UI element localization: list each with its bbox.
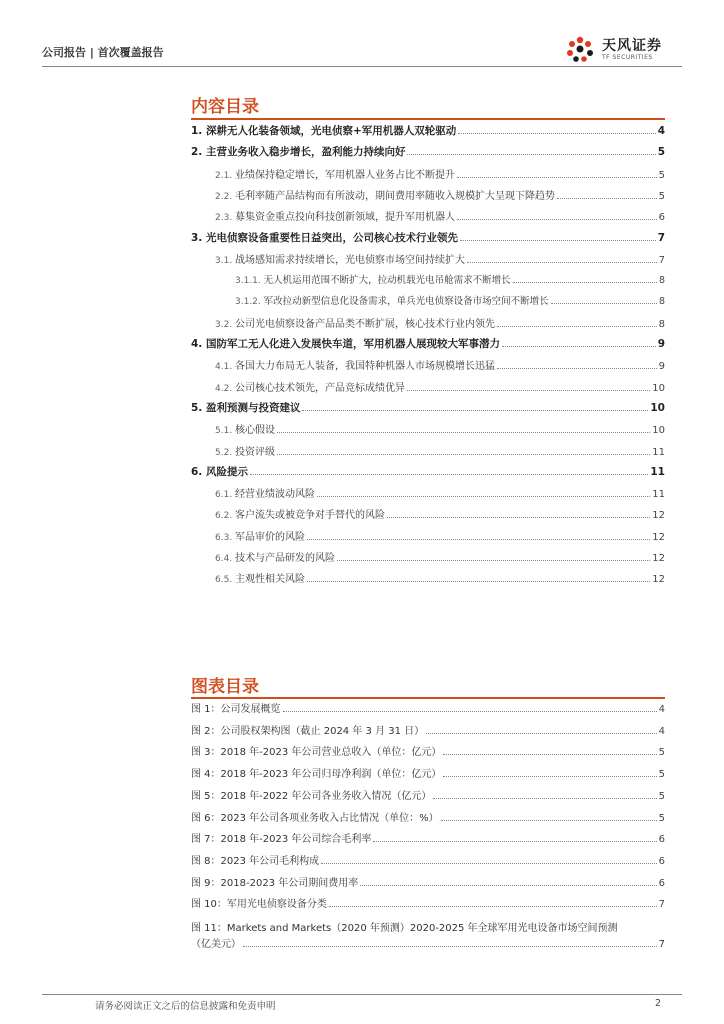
leader-dots xyxy=(497,368,657,369)
toc-entry-text: 主营业务收入稳步增长，盈利能力持续向好 xyxy=(205,146,406,159)
leader-dots xyxy=(307,539,650,540)
toc-entry-page: 6 xyxy=(658,212,665,224)
toc-entry[interactable] xyxy=(215,570,665,588)
figure-entry[interactable] xyxy=(191,809,665,827)
toc-entry-page: 9 xyxy=(658,361,665,373)
toc-entry[interactable] xyxy=(215,251,665,269)
figure-entry[interactable] xyxy=(191,765,665,783)
leader-dots xyxy=(460,240,656,241)
leader-dots xyxy=(387,517,650,518)
toc-entry-page: 7 xyxy=(658,254,665,266)
toc-entry[interactable] xyxy=(215,379,665,397)
toc-entry[interactable] xyxy=(215,187,665,205)
page-header xyxy=(42,34,682,64)
toc-entry-text: 毛利率随产品结构而有所波动，期间费用率随收入规模扩大呈现下降趋势 xyxy=(235,190,556,202)
figure-entry[interactable] xyxy=(191,722,665,740)
toc-entry[interactable] xyxy=(191,230,665,248)
toc-entry-text: 各国大力布局无人装备，我国特种机器人市场规模增长迅猛 xyxy=(235,361,496,373)
leader-dots xyxy=(557,198,657,199)
toc-entry-text: 国防军工无人化进入发展快车道，军用机器人展现较大军事潜力 xyxy=(205,338,500,350)
figure-entry-page: 5 xyxy=(658,790,665,802)
toc-entry-number: 1. xyxy=(191,125,206,137)
toc-entry-page: 11 xyxy=(652,446,665,458)
figure-entry-page: 5 xyxy=(658,812,665,824)
figures-title-rule xyxy=(191,697,665,699)
tf-logo-icon xyxy=(562,34,598,64)
figure-entry-text: 图 7：2018 年-2023 年公司综合毛利率 xyxy=(191,834,372,846)
toc-entry-text: 公司核心技术领先，产品竞标成绩优异 xyxy=(235,382,406,394)
figure-entry-multiline[interactable] xyxy=(191,919,665,953)
toc-entry-page: 12 xyxy=(652,531,665,543)
toc-entry[interactable] xyxy=(191,400,665,418)
toc-entry-page: 5 xyxy=(658,190,665,202)
leader-dots xyxy=(443,754,656,755)
toc-entry[interactable] xyxy=(215,421,665,439)
figure-entry-page: 5 xyxy=(658,747,665,759)
leader-dots xyxy=(433,798,656,799)
figure-entry-page: 6 xyxy=(658,855,665,867)
footer-disclaimer: 请务必阅读正文之后的信息披露和免责申明 xyxy=(95,1001,276,1012)
figure-entry-page: 7 xyxy=(658,939,665,950)
leader-dots xyxy=(321,863,656,864)
figure-entry[interactable] xyxy=(191,743,665,761)
toc-entry-number: 2. xyxy=(191,146,206,159)
toc-entry-number: 6.4. xyxy=(215,554,236,564)
toc-entry-page: 11 xyxy=(652,489,665,501)
toc-entry-number: 3.1.2. xyxy=(235,297,264,308)
toc-entry-text: 投资评级 xyxy=(235,446,276,458)
toc-entry-number: 4.2. xyxy=(215,383,236,394)
report-type-label: 公司报告 | 首次覆盖报告 xyxy=(42,46,164,59)
toc-entry-page: 10 xyxy=(652,425,665,437)
toc-entry[interactable] xyxy=(215,443,665,461)
toc-entry-page: 10 xyxy=(650,401,665,414)
toc-entry-page: 12 xyxy=(652,574,665,586)
figure-entry[interactable] xyxy=(191,787,665,805)
toc-entry-text: 经营业绩波动风险 xyxy=(235,489,316,501)
toc-entry[interactable] xyxy=(235,293,665,311)
toc-entry-page: 12 xyxy=(652,553,665,564)
toc-entry-number: 6. xyxy=(191,465,206,478)
toc-entry-text: 盈利预测与投资建议 xyxy=(205,401,301,414)
toc-entry-text: 募集资金重点投向科技创新领域，提升军用机器人 xyxy=(235,212,456,224)
toc-entry-text: 核心假设 xyxy=(235,425,276,437)
toc-entry-text: 光电侦察设备重要性日益突出，公司核心技术行业领先 xyxy=(205,231,458,244)
leader-dots xyxy=(277,432,650,433)
figure-entry-page: 7 xyxy=(658,899,665,911)
toc-entry-number: 6.5. xyxy=(215,575,236,586)
toc-entry[interactable] xyxy=(191,123,665,141)
leader-dots xyxy=(337,560,650,561)
toc-entry[interactable] xyxy=(215,485,665,503)
toc-entry-number: 3.1. xyxy=(215,255,236,266)
leader-dots xyxy=(407,154,655,155)
toc-entry-page: 7 xyxy=(657,231,665,244)
figure-entry-text: 图 6：2023 年公司各项业务收入占比情况（单位：%） xyxy=(191,812,439,824)
figure-entry-text: 图 11：Markets and Markets（2020 年预测）2020-2025 年全球军用光电设备市场空间预测 xyxy=(191,923,618,934)
toc-entry-text: 风险提示 xyxy=(205,465,248,478)
leader-dots xyxy=(307,581,650,582)
leader-dots xyxy=(441,820,657,821)
toc-entry[interactable] xyxy=(215,506,665,524)
page-number: 2 xyxy=(655,998,662,1009)
toc-entry-text: 公司光电侦察设备产品品类不断扩展，核心技术行业内领先 xyxy=(235,318,496,330)
figure-entry[interactable] xyxy=(191,852,665,870)
toc-entry-text: 深耕无人化装备领域，光电侦察+军用机器人双轮驱动 xyxy=(205,125,457,137)
leader-dots xyxy=(497,326,657,327)
toc-entry-page: 9 xyxy=(657,338,665,350)
toc-entry-text: 主观性相关风险 xyxy=(235,574,306,586)
toc-entry-number: 4.1. xyxy=(215,362,236,373)
figure-entry-text-cont: （亿美元） xyxy=(191,939,241,950)
leader-dots xyxy=(551,303,657,304)
toc-entry-text: 客户流失或被竞争对手替代的风险 xyxy=(235,510,386,522)
company-logo xyxy=(562,34,682,64)
leader-dots xyxy=(360,885,656,886)
leader-dots xyxy=(457,177,657,178)
header-divider xyxy=(42,66,682,67)
toc-entry-page: 8 xyxy=(658,318,665,330)
leader-dots xyxy=(250,474,648,475)
toc-entry-number: 4. xyxy=(191,338,206,350)
leader-dots xyxy=(443,776,656,777)
figure-entry-text: 图 2：公司股权架构图（截止 2024 年 3 月 31 日） xyxy=(191,725,425,737)
toc-entry-text: 无人机运用范围不断扩大，拉动机载光电吊舱需求不断增长 xyxy=(263,275,511,287)
leader-dots xyxy=(457,219,657,220)
figure-entry-page: 6 xyxy=(658,877,665,889)
toc-entry-number: 3.1.1. xyxy=(235,276,264,287)
leader-dots xyxy=(502,346,656,347)
leader-dots xyxy=(329,906,657,907)
toc-entry-page: 4 xyxy=(657,125,665,137)
figure-entry-text: 图 4：2018 年-2023 年公司归母净利润（单位：亿元） xyxy=(191,769,442,781)
figure-entry-page: 5 xyxy=(658,769,665,781)
toc-entry-text: 军品审价的风险 xyxy=(235,531,306,543)
figure-entry-text: 图 1：公司发展概览 xyxy=(191,704,281,715)
toc-entry-page: 11 xyxy=(650,465,665,478)
toc-entry-number: 6.3. xyxy=(215,532,236,543)
logo-name: 天风证券 xyxy=(602,38,662,54)
toc-title: 内容目录 xyxy=(191,97,259,117)
toc-entry[interactable] xyxy=(215,528,665,546)
toc-entry[interactable] xyxy=(235,272,665,290)
figure-entry-text: 图 3：2018 年-2023 年公司营业总收入（单位：亿元） xyxy=(191,747,442,759)
toc-entry-number: 3.2. xyxy=(215,319,236,330)
toc-entry[interactable] xyxy=(191,464,665,482)
toc-entry-number: 2.3. xyxy=(215,213,236,224)
figure-entry[interactable] xyxy=(191,874,665,892)
figure-entry[interactable] xyxy=(191,895,665,913)
figure-entry[interactable] xyxy=(191,700,665,718)
toc-entry[interactable] xyxy=(215,549,665,567)
leader-dots xyxy=(283,711,657,712)
leader-dots xyxy=(467,262,657,263)
toc-entry-page: 5 xyxy=(657,146,665,159)
toc-entry-text: 战场感知需求持续增长，光电侦察市场空间持续扩大 xyxy=(235,254,466,266)
toc-entry[interactable] xyxy=(191,144,665,162)
figure-entry-text: 图 9：2018-2023 年公司期间费用率 xyxy=(191,877,359,889)
toc-entry-page: 8 xyxy=(658,296,665,308)
toc-entry-number: 5. xyxy=(191,401,206,414)
figure-entry[interactable] xyxy=(191,830,665,848)
toc-entry-page: 12 xyxy=(652,510,665,522)
toc-entry-number: 2.2. xyxy=(215,191,236,202)
toc-entry-page: 8 xyxy=(658,275,665,287)
footer-divider xyxy=(42,994,682,995)
logo-subtitle: TF SECURITIES xyxy=(602,54,653,61)
toc-entry-text: 军改拉动新型信息化设备需求，单兵光电侦察设备市场空间不断增长 xyxy=(263,296,549,308)
figure-entry-text: 图 5：2018 年-2022 年公司各业务收入情况（亿元） xyxy=(191,790,432,802)
leader-dots xyxy=(317,496,650,497)
toc-entry[interactable] xyxy=(215,315,665,333)
figure-entry-page: 4 xyxy=(658,704,665,715)
leader-dots xyxy=(407,390,650,391)
toc-entry-number: 3. xyxy=(191,231,206,244)
toc-entry-number: 6.1. xyxy=(215,490,236,501)
toc-entry[interactable] xyxy=(215,357,665,375)
toc-entry[interactable] xyxy=(215,208,665,226)
toc-entry-page: 5 xyxy=(658,169,665,181)
toc-entry[interactable] xyxy=(191,336,665,354)
figures-title: 图表目录 xyxy=(191,677,259,697)
toc-entry-text: 业绩保持稳定增长，军用机器人业务占比不断提升 xyxy=(235,169,456,181)
figure-entry-text: 图 8：2023 年公司毛利构成 xyxy=(191,855,320,867)
toc-entry-number: 5.2. xyxy=(215,447,236,458)
leader-dots xyxy=(458,133,655,134)
toc-entry-number: 5.1. xyxy=(215,426,236,437)
toc-entry-number: 6.2. xyxy=(215,511,236,522)
leader-dots xyxy=(426,733,656,734)
toc-entry-page: 10 xyxy=(652,382,665,394)
leader-dots xyxy=(243,946,657,947)
toc-entry-number: 2.1. xyxy=(215,170,236,181)
figure-entry-page: 6 xyxy=(658,834,665,846)
leader-dots xyxy=(302,410,648,411)
leader-dots xyxy=(513,282,657,283)
toc-entry[interactable] xyxy=(215,166,665,184)
figure-entry-page: 4 xyxy=(658,725,665,737)
leader-dots xyxy=(277,454,650,455)
figure-entry-text: 图 10：军用光电侦察设备分类 xyxy=(191,899,327,911)
toc-entry-text: 技术与产品研发的风险 xyxy=(235,553,336,564)
toc-title-rule xyxy=(191,118,665,120)
leader-dots xyxy=(373,841,656,842)
